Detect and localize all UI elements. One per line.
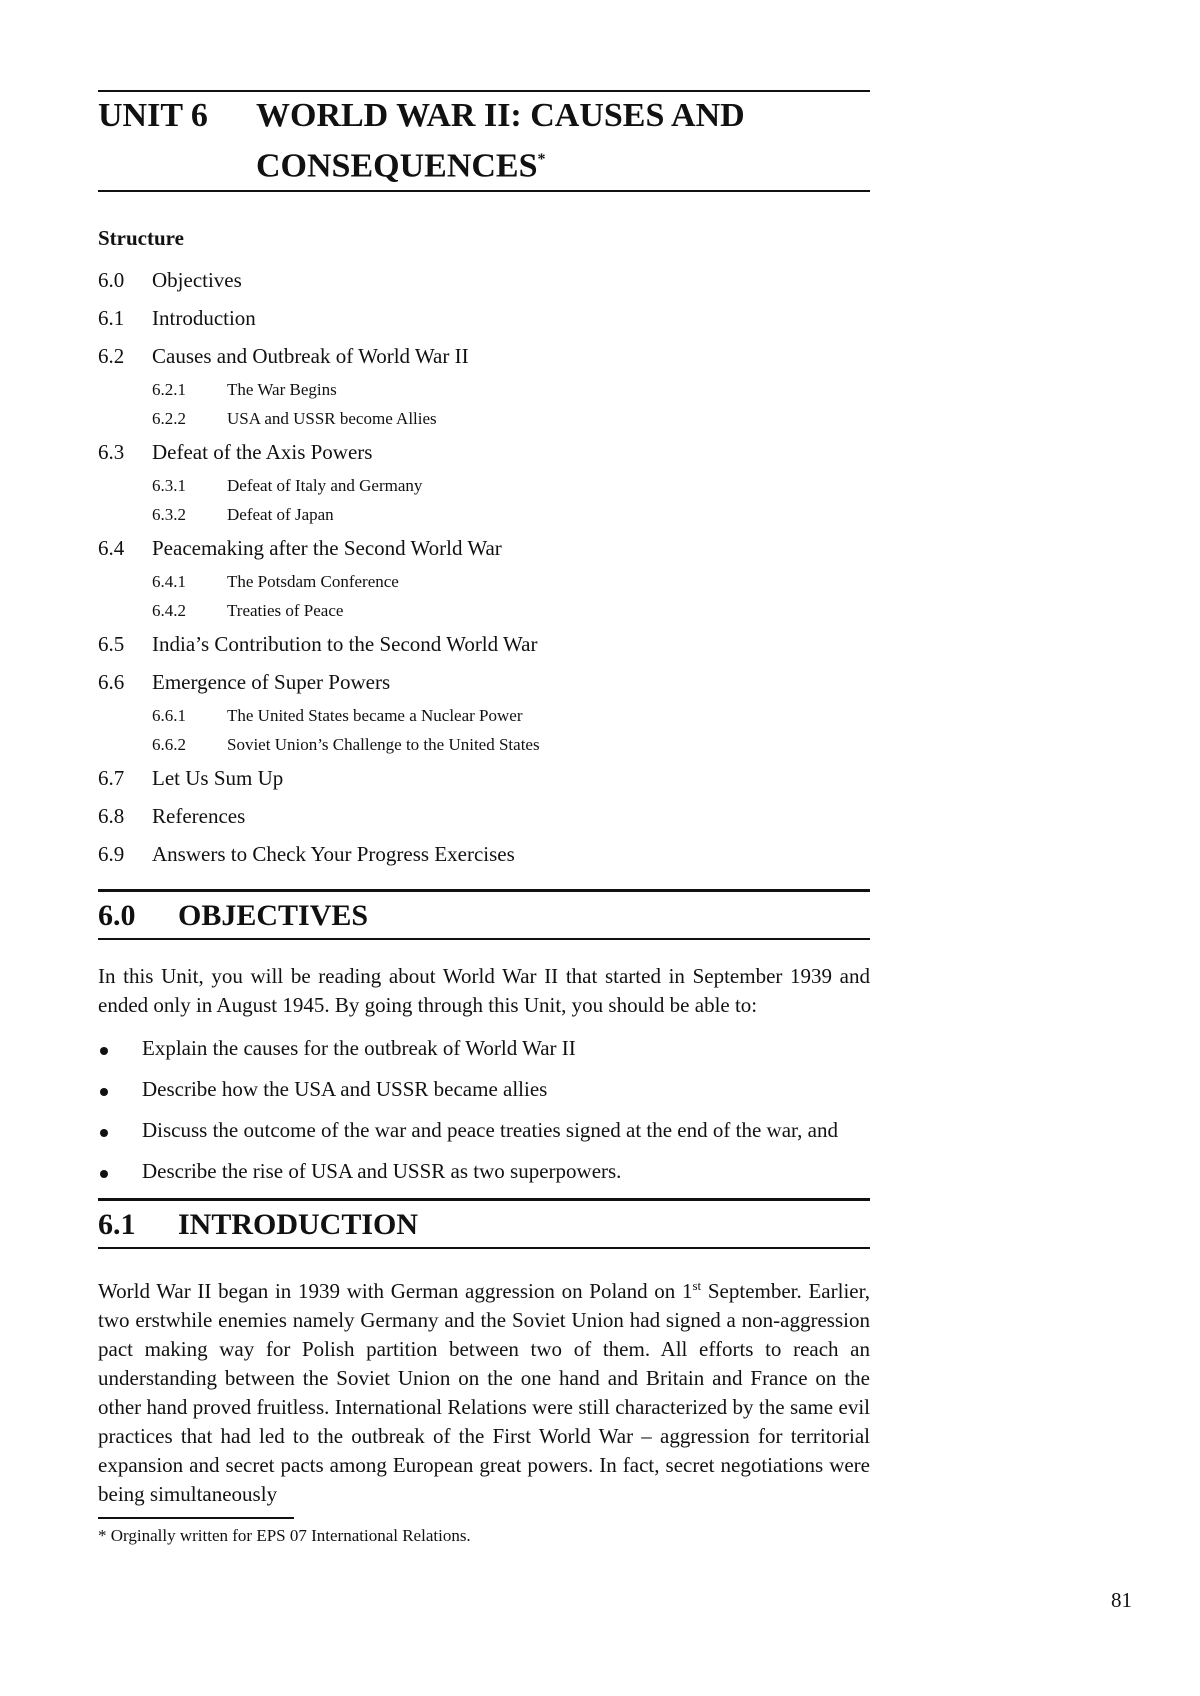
structure-item-text: Answers to Check Your Progress Exercises bbox=[152, 842, 515, 867]
bullet-icon bbox=[98, 1157, 142, 1186]
footnote-rule bbox=[98, 1517, 294, 1519]
footnote: * Orginally written for EPS 07 International Relations. bbox=[98, 1526, 471, 1546]
unit-number: UNIT 6 bbox=[98, 97, 208, 134]
structure-item-number: 6.6 bbox=[98, 670, 125, 695]
objectives-list bbox=[98, 1034, 870, 1186]
objective-item bbox=[98, 1075, 870, 1104]
structure-item-number: 6.4.2 bbox=[152, 601, 186, 621]
objectives-intro: In this Unit, you will be reading about World War II that started in September 1939 and ended only in August 1945. By going through this Unit, you should be able to: bbox=[98, 964, 870, 1018]
structure-subitem bbox=[98, 500, 870, 529]
structure-item bbox=[98, 529, 870, 567]
introduction-title: INTRODUCTION bbox=[178, 1208, 419, 1242]
structure-item-number: 6.2 bbox=[98, 344, 125, 369]
structure-item bbox=[98, 337, 870, 375]
structure-item bbox=[98, 625, 870, 663]
structure-subitem bbox=[98, 404, 870, 433]
structure-item-number: 6.6.1 bbox=[152, 706, 186, 726]
structure-item-number: 6.2.2 bbox=[152, 409, 186, 429]
structure-item bbox=[98, 797, 870, 835]
structure-item-number: 6.1 bbox=[98, 306, 125, 331]
structure-item-text: Defeat of the Axis Powers bbox=[152, 440, 373, 465]
structure-item-text: References bbox=[152, 804, 246, 829]
structure-item-number: 6.4 bbox=[98, 536, 125, 561]
structure-item-text: Soviet Union’s Challenge to the United States bbox=[227, 735, 540, 755]
structure-item-number: 6.2.1 bbox=[152, 380, 186, 400]
objective-item bbox=[98, 1116, 870, 1145]
structure-item-text: The War Begins bbox=[227, 380, 337, 400]
structure-item-number: 6.3.2 bbox=[152, 505, 186, 525]
structure-subitem bbox=[98, 567, 870, 596]
unit-title-footnote-mark: * bbox=[537, 151, 546, 168]
objectives-title: OBJECTIVES bbox=[178, 899, 369, 933]
objectives-number: 6.0 bbox=[98, 899, 136, 933]
bullet-icon bbox=[98, 1116, 142, 1145]
structure-item-number: 6.5 bbox=[98, 632, 125, 657]
structure-item bbox=[98, 433, 870, 471]
structure-item-text: Emergence of Super Powers bbox=[152, 670, 391, 695]
structure-item bbox=[98, 759, 870, 797]
intro-text-rest: September. Earlier, two erstwhile enemies namely Germany and the Soviet Union had signed a non-aggression pact making way for Polish partition between two of them. All efforts to reach an understanding between the Soviet Union on the one hand and Britain and France on the other hand proved fruitless. International Relations were still characterized by the same evil practices that had led to the outbreak of the First World War – aggression for territorial expansion and secret pacts among European great powers. In fact, secret negotiations were being simultaneously bbox=[98, 1279, 870, 1507]
structure-item-number: 6.7 bbox=[98, 766, 125, 791]
objectives-bottom-rule bbox=[98, 938, 870, 940]
objective-text: Discuss the outcome of the war and peace treaties signed at the end of the war, and bbox=[142, 1118, 838, 1143]
structure-item-text: Objectives bbox=[152, 268, 242, 293]
structure-subitem bbox=[98, 701, 870, 730]
unit-heading-bottom-rule bbox=[98, 190, 870, 192]
structure-item-text: Defeat of Japan bbox=[227, 505, 334, 525]
unit-heading bbox=[98, 92, 870, 190]
unit-title-line2-wrap bbox=[256, 138, 870, 188]
unit-title bbox=[256, 94, 870, 188]
structure-label: Structure bbox=[98, 226, 184, 251]
structure-item-number: 6.3 bbox=[98, 440, 125, 465]
introduction-bottom-rule bbox=[98, 1247, 870, 1249]
introduction-paragraph bbox=[98, 1271, 870, 1509]
objective-text: Explain the causes for the outbreak of World War II bbox=[142, 1036, 576, 1061]
structure-item-number: 6.3.1 bbox=[152, 476, 186, 496]
structure-item-number: 6.8 bbox=[98, 804, 125, 829]
structure-item-number: 6.4.1 bbox=[152, 572, 186, 592]
page-number: 81 bbox=[1111, 1588, 1132, 1612]
introduction-heading bbox=[98, 1201, 870, 1247]
objectives-heading bbox=[98, 892, 870, 938]
structure-list bbox=[98, 261, 870, 873]
objective-text: Describe the rise of USA and USSR as two superpowers. bbox=[142, 1159, 622, 1184]
unit-title-line2: CONSEQUENCES bbox=[256, 147, 538, 185]
document-page bbox=[98, 90, 870, 1549]
intro-ordinal: st bbox=[692, 1278, 702, 1294]
structure-item bbox=[98, 835, 870, 873]
structure-item-text: India’s Contribution to the Second World War bbox=[152, 632, 538, 657]
structure-subitem bbox=[98, 730, 870, 759]
objective-text: Describe how the USA and USSR became allies bbox=[142, 1077, 548, 1102]
structure-subitem bbox=[98, 375, 870, 404]
structure-item bbox=[98, 261, 870, 299]
structure-item-text: Let Us Sum Up bbox=[152, 766, 284, 791]
structure-item-text: The Potsdam Conference bbox=[227, 572, 399, 592]
structure-item bbox=[98, 299, 870, 337]
structure-item-text: Introduction bbox=[152, 306, 256, 331]
structure-item-number: 6.6.2 bbox=[152, 735, 186, 755]
structure-item bbox=[98, 663, 870, 701]
unit-title-line1: WORLD WAR II: CAUSES AND bbox=[256, 97, 745, 134]
structure-item-text: USA and USSR become Allies bbox=[227, 409, 437, 429]
structure-item-text: Treaties of Peace bbox=[227, 601, 344, 621]
bullet-icon bbox=[98, 1075, 142, 1104]
structure-item-text: Defeat of Italy and Germany bbox=[227, 476, 423, 496]
structure-item-number: 6.0 bbox=[98, 268, 125, 293]
introduction-number: 6.1 bbox=[98, 1208, 136, 1242]
structure-item-number: 6.9 bbox=[98, 842, 125, 867]
structure-item-text: Causes and Outbreak of World War II bbox=[152, 344, 469, 369]
bullet-icon bbox=[98, 1034, 142, 1063]
structure-item-text: Peacemaking after the Second World War bbox=[152, 536, 502, 561]
structure-subitem bbox=[98, 471, 870, 500]
structure-item-text: The United States became a Nuclear Power bbox=[227, 706, 523, 726]
objective-item bbox=[98, 1034, 870, 1063]
structure-subitem bbox=[98, 596, 870, 625]
objective-item bbox=[98, 1157, 870, 1186]
intro-text-start: World War II began in 1939 with German aggression on Poland on 1 bbox=[98, 1279, 693, 1304]
